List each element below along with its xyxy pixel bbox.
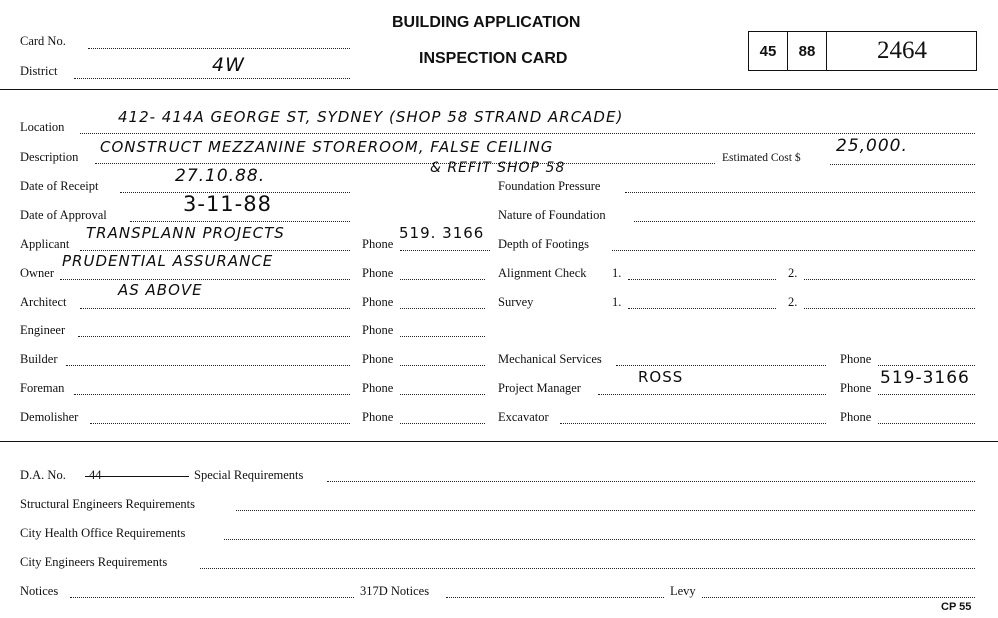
engineers-requirements-label: City Engineers Requirements	[20, 555, 168, 569]
foreman-phone-line	[400, 394, 485, 395]
da-no-value: 44	[89, 468, 102, 482]
project-manager-phone-label: Phone	[840, 381, 872, 395]
survey-label: Survey	[498, 295, 534, 309]
da-no-strike	[85, 476, 189, 477]
survey-two-line	[804, 308, 975, 309]
header-divider	[0, 89, 998, 90]
alignment-check-label: Alignment Check	[498, 266, 587, 280]
excavator-phone-label: Phone	[840, 410, 872, 424]
mechanical-services-label: Mechanical Services	[498, 352, 602, 366]
nature-of-foundation-line	[634, 221, 975, 222]
engineer-phone-line	[400, 336, 485, 337]
description-label: Description	[20, 150, 79, 164]
builder-label: Builder	[20, 352, 58, 366]
card-no-line	[88, 48, 350, 49]
owner-line	[60, 279, 350, 280]
excavator-phone-line	[878, 423, 975, 424]
levy-line	[702, 597, 975, 598]
description-value-line1: CONSTRUCT MEZZANINE STOREROOM, FALSE CEILING	[100, 138, 554, 156]
survey-two: 2.	[788, 295, 798, 309]
demolisher-line	[90, 423, 350, 424]
project-manager-line	[598, 394, 826, 395]
owner-value: PRUDENTIAL ASSURANCE	[62, 252, 274, 270]
foreman-phone-label: Phone	[362, 381, 394, 395]
notices-line	[70, 597, 354, 598]
date-of-receipt-value: 27.10.88.	[175, 166, 266, 186]
special-requirements-label: Special Requirements	[194, 468, 304, 482]
depth-of-footings-label: Depth of Footings	[498, 237, 589, 251]
project-manager-phone-line	[878, 394, 975, 395]
description-line	[95, 163, 715, 164]
structural-requirements-label: Structural Engineers Requirements	[20, 497, 195, 511]
estimated-cost-value: 25,000.	[836, 136, 908, 156]
card-title-line1: BUILDING APPLICATION	[392, 14, 581, 31]
estimated-cost-label: Estimated Cost $	[722, 152, 801, 164]
district-label: District	[20, 64, 58, 78]
card-no-label: Card No.	[20, 34, 66, 48]
applicant-phone-label: Phone	[362, 237, 394, 251]
applicant-phone-line	[400, 250, 490, 251]
excavator-line	[560, 423, 826, 424]
owner-phone-line	[400, 279, 485, 280]
builder-phone-line	[400, 365, 485, 366]
date-of-approval-value: 3-11-88	[183, 192, 272, 216]
date-of-approval-label: Date of Approval	[20, 208, 107, 222]
engineer-line	[78, 336, 350, 337]
special-requirements-line	[327, 481, 975, 482]
nature-of-foundation-label: Nature of Foundation	[498, 208, 606, 222]
builder-phone-label: Phone	[362, 352, 394, 366]
excavator-label: Excavator	[498, 410, 549, 424]
mechanical-services-phone-label: Phone	[840, 352, 872, 366]
district-value: 4W	[212, 54, 245, 76]
description-value-line2: & REFIT SHOP 58	[430, 160, 566, 176]
demolisher-phone-label: Phone	[362, 410, 394, 424]
applicant-label: Applicant	[20, 237, 70, 251]
card-title-line2: INSPECTION CARD	[419, 50, 568, 67]
owner-phone-label: Phone	[362, 266, 394, 280]
project-manager-phone-value: 519-3166	[880, 368, 970, 388]
alignment-check-two-line	[804, 279, 975, 280]
foreman-line	[74, 394, 350, 395]
notices-317d-label: 317D Notices	[360, 584, 430, 598]
da-no-label: D.A. No.	[20, 468, 66, 482]
applicant-line	[80, 250, 350, 251]
number-cell-1: 45	[749, 32, 788, 70]
alignment-check-two: 2.	[788, 266, 798, 280]
architect-phone-line	[400, 308, 485, 309]
alignment-check-one: 1.	[612, 266, 622, 280]
survey-one: 1.	[612, 295, 622, 309]
engineer-label: Engineer	[20, 323, 66, 337]
location-value: 412- 414A GEORGE ST, SYDNEY (SHOP 58 STRAND ARCADE)	[118, 108, 624, 126]
date-of-receipt-label: Date of Receipt	[20, 179, 99, 193]
health-requirements-label: City Health Office Requirements	[20, 526, 186, 540]
district-line	[74, 78, 350, 79]
architect-line	[80, 308, 350, 309]
builder-line	[66, 365, 350, 366]
location-line	[80, 133, 975, 134]
engineer-phone-label: Phone	[362, 323, 394, 337]
foundation-pressure-line	[625, 192, 975, 193]
owner-label: Owner	[20, 266, 55, 280]
date-of-approval-line	[130, 221, 350, 222]
notices-label: Notices	[20, 584, 59, 598]
engineers-requirements-line	[200, 568, 975, 569]
structural-requirements-line	[236, 510, 975, 511]
architect-value: AS ABOVE	[118, 281, 203, 299]
mechanical-services-phone-line	[878, 365, 975, 366]
foreman-label: Foreman	[20, 381, 65, 395]
estimated-cost-line	[830, 164, 975, 165]
depth-of-footings-line	[612, 250, 975, 251]
card-number-box	[748, 31, 977, 71]
demolisher-phone-line	[400, 423, 485, 424]
applicant-phone-value: 519. 3166	[399, 224, 485, 242]
architect-phone-label: Phone	[362, 295, 394, 309]
location-label: Location	[20, 120, 65, 134]
levy-label: Levy	[670, 584, 696, 598]
health-requirements-line	[224, 539, 975, 540]
project-manager-value: ROSS	[638, 368, 684, 386]
notices-317d-line	[446, 597, 664, 598]
project-manager-label: Project Manager	[498, 381, 581, 395]
number-cell-3: 2464	[877, 37, 927, 64]
foundation-pressure-label: Foundation Pressure	[498, 179, 601, 193]
requirements-divider	[0, 441, 998, 442]
form-code: CP 55	[941, 601, 972, 613]
number-cell-2: 88	[788, 32, 827, 70]
demolisher-label: Demolisher	[20, 410, 79, 424]
alignment-check-one-line	[628, 279, 776, 280]
architect-label: Architect	[20, 295, 67, 309]
applicant-value: TRANSPLANN PROJECTS	[86, 224, 285, 242]
survey-one-line	[628, 308, 776, 309]
mechanical-services-line	[616, 365, 826, 366]
